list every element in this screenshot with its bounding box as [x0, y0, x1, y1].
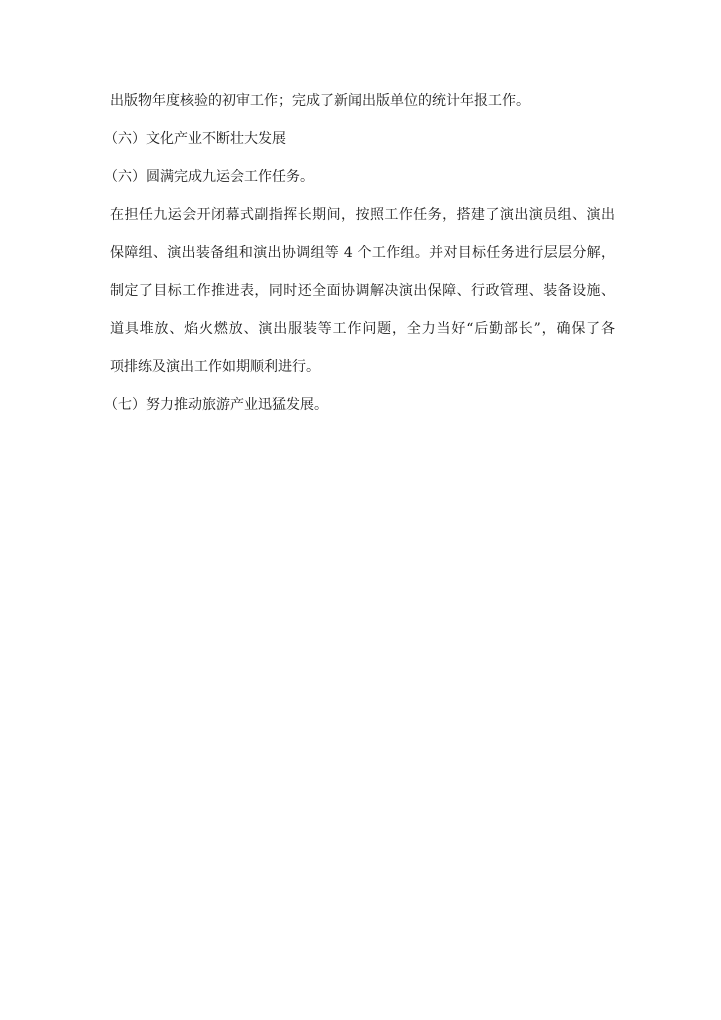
paragraph-line: 在担任九运会开闭幕式副指挥长期间，按照工作任务，搭建了演出演员组、演出	[110, 207, 615, 223]
document-body	[104, 92, 615, 414]
section-heading: （六）圆满完成九运会工作任务。	[104, 169, 314, 185]
paragraph-line: 保障组、演出装备组和演出协调组等 4 个工作组。并对目标任务进行层层分解，	[110, 245, 615, 261]
section-heading: （六）文化产业不断壮大发展	[104, 131, 286, 147]
paragraph-line: 制定了目标工作推进表，同时还全面协调解决演出保障、行政管理、装备设施、	[110, 283, 615, 299]
section-heading: （七）努力推动旅游产业迅猛发展。	[104, 397, 328, 413]
paragraph-line: 出版物年度核验的初审工作；完成了新闻出版单位的统计年报工作。	[110, 93, 530, 109]
paragraph-line: 项排练及演出工作如期顺利进行。	[110, 359, 320, 375]
paragraph-line: 道具堆放、焰火燃放、演出服装等工作问题，全力当好“后勤部长”，确保了各	[110, 321, 615, 337]
